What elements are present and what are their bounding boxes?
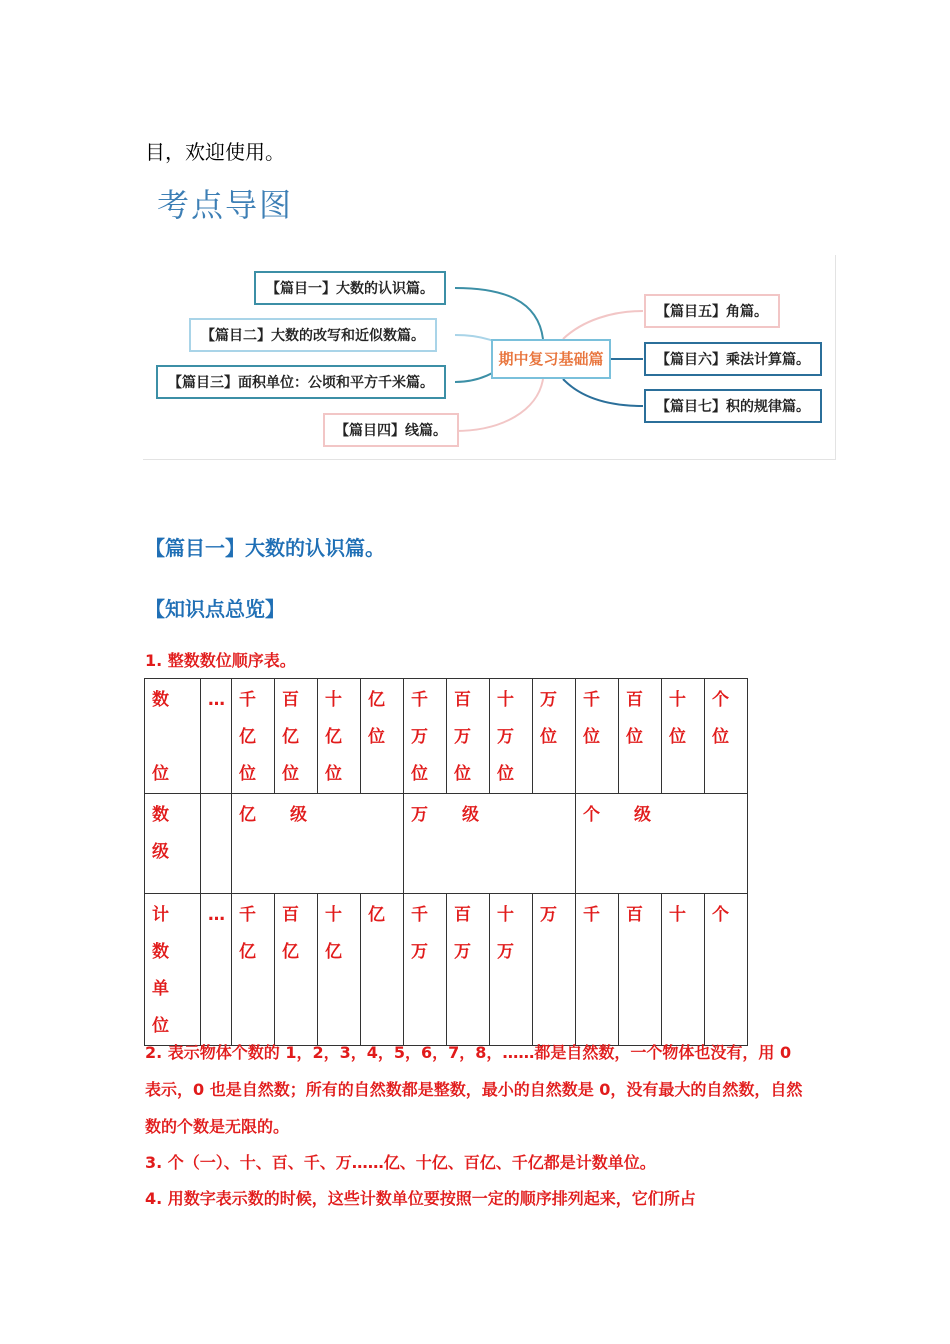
cell-text: 个 级 <box>583 805 651 825</box>
cell-char: 万 <box>497 942 514 962</box>
cell-char: 万 <box>454 942 471 962</box>
cell-char: 数 <box>152 942 169 962</box>
cell-char: 位 <box>626 727 643 747</box>
shuwei-cell <box>201 679 232 794</box>
cell-char: 千 <box>239 690 256 710</box>
cell-char: 万 <box>411 727 428 747</box>
jishu-cell <box>404 894 447 1046</box>
cell-char: 百 <box>282 905 299 925</box>
jishu-cell <box>201 894 232 1046</box>
row-header-text <box>145 679 200 793</box>
shuji-cell <box>232 794 404 894</box>
cell-text <box>705 894 747 934</box>
cell-char: … <box>208 905 225 925</box>
guide-title: 考点导图 <box>157 186 294 224</box>
shuwei-cell <box>318 679 361 794</box>
jishu-cell <box>619 894 662 1046</box>
cell-char: 位 <box>325 764 342 784</box>
cell-text <box>705 679 747 756</box>
cell-spacer <box>152 719 200 756</box>
point-1: 1. 整数数位顺序表。 <box>145 651 296 670</box>
cell-char: 万 <box>540 690 557 710</box>
jishu-cell <box>533 894 576 1046</box>
cell-char: 位 <box>411 764 428 784</box>
cell-char: 亿 <box>239 942 256 962</box>
cell-char: 个 <box>712 690 729 710</box>
cell-text <box>619 679 661 756</box>
shuwei-cell <box>705 679 748 794</box>
cell-text <box>201 679 231 719</box>
cell-text <box>232 894 274 971</box>
cell-char: 亿 <box>325 727 342 747</box>
cell-char: 千 <box>411 905 428 925</box>
cell-char: 万 <box>540 905 557 925</box>
point-3: 3. 个（一）、十、百、千、万……亿、十亿、百亿、千亿都是计数单位。 <box>145 1153 656 1172</box>
cell-text <box>619 894 661 934</box>
cell-text <box>447 894 489 971</box>
cell-text <box>201 894 231 934</box>
mindmap-node-3: 【篇目三】面积单位：公顷和平方千米篇。 <box>156 365 446 399</box>
cell-char: 位 <box>669 727 686 747</box>
section-title: 【篇目一】大数的认识篇。 <box>145 536 385 560</box>
row-header-text <box>145 894 200 1045</box>
cell-char: 位 <box>152 764 169 784</box>
cell-text: 万 级 <box>411 805 479 825</box>
point-4: 4. 用数字表示数的时候，这些计数单位要按照一定的顺序排列起来，它们所占 <box>145 1189 696 1208</box>
cell-char: 亿 <box>368 690 385 710</box>
cell-char: 数 <box>152 805 169 825</box>
shuwei-cell <box>576 679 619 794</box>
cell-char: 位 <box>454 764 471 784</box>
cell-text <box>662 679 704 756</box>
row-header-shuwei <box>145 679 201 794</box>
shuji-cell-ellipsis <box>201 794 232 894</box>
cell-char: 亿 <box>239 727 256 747</box>
cell-char: 级 <box>152 842 169 862</box>
cell-char: 万 <box>411 942 428 962</box>
cell-char: 十 <box>497 690 514 710</box>
cell-text <box>490 894 532 971</box>
cell-text <box>447 679 489 793</box>
cell-char: 十 <box>497 905 514 925</box>
cell-text <box>404 679 446 793</box>
cell-text <box>404 894 446 971</box>
jishu-cell <box>662 894 705 1046</box>
cell-text <box>275 679 317 793</box>
row-header-text <box>145 794 200 871</box>
cell-char: 百 <box>626 905 643 925</box>
overview-title: 【知识点总览】 <box>145 597 285 621</box>
mindmap-node-2: 【篇目二】大数的改写和近似数篇。 <box>189 318 437 352</box>
cell-text <box>576 679 618 756</box>
jishu-cell <box>576 894 619 1046</box>
cell-char: 百 <box>454 690 471 710</box>
cell-text <box>662 894 704 934</box>
cell-text: 亿 级 <box>239 805 307 825</box>
cell-char: 计 <box>152 905 169 925</box>
cell-char: 亿 <box>368 905 385 925</box>
cell-text <box>275 894 317 971</box>
cell-text <box>533 679 575 756</box>
cell-char: 位 <box>497 764 514 784</box>
cell-char: 亿 <box>282 727 299 747</box>
cell-char: 百 <box>282 690 299 710</box>
place-value-table <box>144 678 748 1046</box>
cell-char: 位 <box>712 727 729 747</box>
cell-char: … <box>208 690 225 710</box>
row-header-shuji <box>145 794 201 894</box>
cell-text <box>318 679 360 793</box>
shuwei-cell <box>361 679 404 794</box>
cell-text <box>576 894 618 934</box>
cell-char: 位 <box>368 727 385 747</box>
shuwei-cell <box>662 679 705 794</box>
cell-char: 十 <box>669 905 686 925</box>
cell-text <box>318 894 360 971</box>
cell-char: 十 <box>325 905 342 925</box>
cell-text <box>232 679 274 793</box>
jishu-cell <box>490 894 533 1046</box>
point-2: 2. 表示物体个数的 1，2，3，4，5，6，7，8，……都是自然数，一个物体也没有，用 0 表示，0 也是自然数；所有的自然数都是整数，最小的自然数是 0，没有最大的自然数，自然数的个数是无限的。 <box>145 1043 803 1136</box>
cell-char: 百 <box>454 905 471 925</box>
cell-char: 千 <box>411 690 428 710</box>
row-header-jishu <box>145 894 201 1046</box>
shuwei-cell <box>619 679 662 794</box>
jishu-cell <box>361 894 404 1046</box>
cell-char: 百 <box>626 690 643 710</box>
cell-char: 千 <box>239 905 256 925</box>
cell-char: 单 <box>152 979 169 999</box>
cell-char: 位 <box>152 1016 169 1036</box>
jishu-cell <box>275 894 318 1046</box>
cell-text <box>361 679 403 756</box>
shuwei-cell <box>404 679 447 794</box>
shuji-cell <box>404 794 576 894</box>
cell-char: 数 <box>152 690 169 710</box>
shuwei-cell <box>232 679 275 794</box>
shuwei-cell <box>533 679 576 794</box>
shuwei-cell <box>447 679 490 794</box>
mindmap-node-4: 【篇目四】线篇。 <box>323 413 459 447</box>
cell-text <box>361 894 403 934</box>
cell-char: 位 <box>583 727 600 747</box>
cell-text <box>533 894 575 934</box>
shuji-cell <box>576 794 748 894</box>
cell-char: 千 <box>583 905 600 925</box>
mind-map <box>143 255 836 460</box>
jishu-cell <box>447 894 490 1046</box>
mindmap-node-6: 【篇目六】乘法计算篇。 <box>644 342 822 376</box>
jishu-cell <box>705 894 748 1046</box>
cell-char: 个 <box>712 905 729 925</box>
cell-text <box>490 679 532 793</box>
intro-text: 目，欢迎使用。 <box>145 140 285 164</box>
cell-char: 亿 <box>325 942 342 962</box>
cell-char: 位 <box>239 764 256 784</box>
cell-char: 位 <box>282 764 299 784</box>
cell-char: 万 <box>454 727 471 747</box>
cell-char: 十 <box>325 690 342 710</box>
jishu-cell <box>318 894 361 1046</box>
shuwei-cell <box>275 679 318 794</box>
mindmap-center: 期中复习基础篇 <box>491 339 611 379</box>
mindmap-node-5: 【篇目五】角篇。 <box>644 294 780 328</box>
cell-char: 位 <box>540 727 557 747</box>
cell-char: 千 <box>583 690 600 710</box>
shuwei-cell <box>490 679 533 794</box>
cell-char: 十 <box>669 690 686 710</box>
mindmap-node-7: 【篇目七】积的规律篇。 <box>644 389 822 423</box>
mindmap-node-1: 【篇目一】大数的认识篇。 <box>254 271 446 305</box>
jishu-cell <box>232 894 275 1046</box>
cell-char: 亿 <box>282 942 299 962</box>
cell-char: 万 <box>497 727 514 747</box>
